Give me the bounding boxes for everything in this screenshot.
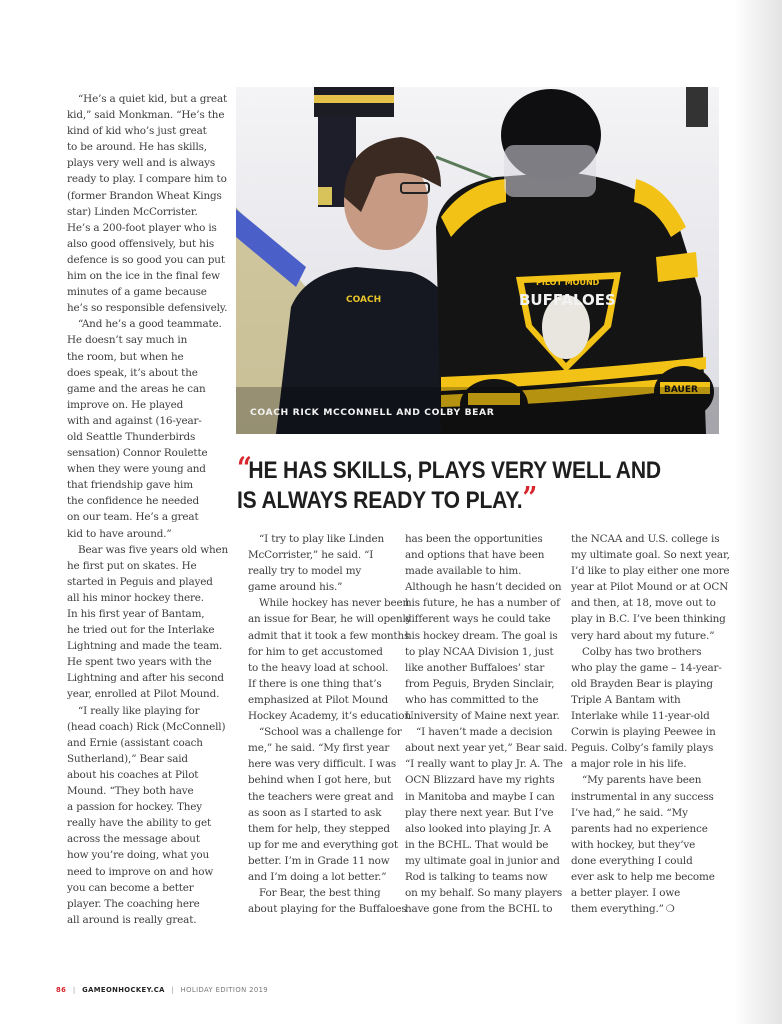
text-line: sensation) Connor Roulette — [67, 447, 208, 460]
open-quote-mark: “ — [237, 451, 249, 486]
text-line: game around his.” — [248, 581, 343, 594]
text-line: about next year yet,” Bear said. — [405, 742, 568, 755]
text-line: kid,” said Monkman. “He’s the — [67, 109, 225, 122]
text-line: player. The coaching here — [67, 897, 200, 910]
text-line: that friendship gave him — [67, 479, 193, 492]
text-line: old Brayden Bear is playing — [571, 677, 713, 690]
text-line: Bear was five years old when — [78, 543, 229, 556]
text-line: the teachers were great and — [248, 790, 394, 803]
text-line: all around is really great. — [67, 913, 197, 926]
text-line: Lightning and after his second — [67, 672, 224, 685]
text-line: about his coaches at Pilot — [67, 768, 199, 781]
text-line: my ultimate goal in junior and — [405, 854, 560, 867]
article-paragraph — [571, 644, 731, 773]
text-line: an issue for Bear, he will openly — [248, 613, 412, 626]
text-line: admit that it took a few months — [248, 629, 410, 642]
text-line: ever ask to help me become — [571, 870, 715, 883]
text-line: He doesn’t say much in — [67, 334, 188, 347]
text-line: with and against (16-year- — [67, 414, 202, 427]
article-paragraph — [248, 595, 415, 724]
article-paragraph — [67, 316, 227, 541]
article-photo — [236, 87, 719, 434]
text-line: Peguis. Colby’s family plays — [571, 742, 714, 755]
text-line: a better player. I owe — [571, 887, 681, 900]
text-line: Hockey Academy, it’s education. — [248, 710, 415, 723]
edition-label: HOLIDAY EDITION 2019 — [180, 986, 269, 994]
text-line: about playing for the Buffaloes — [248, 903, 407, 916]
article-column-2 — [248, 531, 415, 917]
text-line: Triple A Bantam with — [571, 693, 681, 706]
text-line: and options that have been — [405, 549, 545, 562]
text-line: “I really like playing for — [78, 704, 200, 717]
text-line: who has committed to the — [405, 693, 539, 706]
text-line: made available to him. — [405, 565, 522, 578]
text-line: kid to have around.” — [67, 527, 172, 540]
text-line: him on the ice in the final few — [67, 270, 220, 283]
footer-separator: | — [171, 986, 175, 994]
text-line: as soon as I started to ask — [248, 806, 382, 819]
text-line: improve on. He played — [67, 398, 184, 411]
text-line: McCorrister,” he said. “I — [248, 549, 374, 562]
text-line: in Manitoba and maybe I can — [405, 790, 555, 803]
text-line: like another Buffaloes’ star — [405, 661, 545, 674]
text-line: plays very well and is always — [67, 157, 216, 170]
text-line: If there is one thing that’s — [248, 677, 382, 690]
text-line: also good offensively, but his — [67, 237, 215, 250]
page-gutter-shadow — [734, 0, 782, 1024]
text-line: his hockey dream. The goal is — [405, 629, 558, 642]
text-line: He’s a 200-foot player who is — [67, 221, 217, 234]
photo-illustration — [236, 87, 719, 434]
text-line: he tried out for the Interlake — [67, 624, 215, 637]
text-line: to be around. He has skills, — [67, 141, 207, 154]
text-line: he’s so responsible defensively. — [67, 302, 228, 315]
text-line: Lightning and made the team. — [67, 640, 223, 653]
text-line: them for help, they stepped — [248, 822, 390, 835]
text-line: minutes of a game because — [67, 286, 207, 299]
text-line: and I’m doing a lot better.” — [248, 870, 387, 883]
svg-text:BUFFALOES: BUFFALOES — [519, 291, 616, 309]
text-line: “He’s a quiet kid, but a great — [78, 93, 228, 105]
text-line: on my behalf. So many players — [405, 887, 563, 900]
article-paragraph — [67, 91, 227, 316]
article-column-1 — [67, 91, 227, 928]
footer-separator: | — [72, 986, 76, 994]
text-line: I’d like to play either one more — [571, 565, 730, 578]
text-line: star) Linden McCorrister. — [67, 205, 198, 218]
text-line: year, enrolled at Pilot Mound. — [67, 688, 220, 701]
text-line: a major role in his life. — [571, 758, 687, 771]
text-line: For Bear, the best thing — [259, 887, 381, 900]
text-line: up for me and everything got — [248, 838, 398, 851]
text-line: me,” he said. “My first year — [248, 742, 390, 755]
text-line: (head coach) Rick (McConnell) — [67, 720, 226, 733]
text-line: Although he hasn’t decided on — [405, 581, 562, 594]
text-line: He spent two years with the — [67, 656, 212, 669]
text-line: “I try to play like Linden — [259, 533, 385, 545]
text-line: them everything.” — [571, 903, 664, 916]
article-paragraph — [67, 703, 227, 928]
end-mark-icon: ❍ — [665, 904, 675, 916]
site-name-link[interactable]: GAMEONHOCKEY.CA — [82, 986, 165, 994]
text-line: While hockey has never been — [259, 597, 410, 610]
text-line: “I really want to play Jr. A. The — [405, 758, 563, 771]
text-line: very hard about my future.” — [571, 629, 715, 642]
text-line: with hockey, but they’ve — [571, 838, 696, 851]
text-line: my ultimate goal. So next year, — [571, 549, 730, 562]
text-line: Colby has two brothers — [582, 645, 702, 658]
article-paragraph — [405, 531, 565, 724]
text-line: across the message about — [67, 833, 200, 846]
text-line: old Seattle Thunderbirds — [67, 430, 196, 443]
text-line: done everything I could — [571, 854, 693, 867]
text-line: has been the opportunities — [405, 533, 543, 545]
text-line: the confidence he needed — [67, 495, 200, 508]
text-line: (former Brandon Wheat Kings — [67, 189, 222, 202]
text-line: and Ernie (assistant coach — [67, 736, 203, 749]
text-line: instrumental in any success — [571, 790, 714, 803]
text-line: University of Maine next year. — [405, 710, 560, 723]
text-line: how you’re doing, what you — [67, 849, 210, 862]
photo-caption: COACH RICK MCCONNELL AND COLBY BEAR — [250, 407, 495, 418]
text-line: play there next year. But I’ve — [405, 806, 554, 819]
article-paragraph — [571, 772, 731, 918]
text-line: also looked into playing Jr. A — [405, 822, 552, 835]
article-paragraph — [248, 885, 407, 917]
text-line: a passion for hockey. They — [67, 801, 203, 814]
close-quote-mark: ” — [522, 480, 534, 516]
text-line: started in Peguis and played — [67, 575, 213, 588]
article-paragraph — [248, 724, 400, 885]
text-line: better. I’m in Grade 11 now — [248, 854, 390, 867]
text-line: the NCAA and U.S. college is — [571, 533, 720, 545]
text-line: on our team. He’s a great — [67, 511, 199, 524]
text-line: in the BCHL. That would be — [405, 838, 549, 851]
article-column-4 — [571, 531, 731, 918]
text-line: OCN Blizzard have my rights — [405, 774, 555, 787]
text-line: from Peguis, Bryden Sinclair, — [405, 677, 555, 690]
pull-quote-line-2: IS ALWAYS READY TO PLAY. — [237, 486, 523, 514]
text-line: need to improve on and how — [67, 865, 214, 878]
text-line: emphasized at Pilot Mound — [248, 693, 388, 706]
text-line: Rod is talking to teams now — [405, 870, 548, 883]
text-line: play in B.C. I’ve been thinking — [571, 613, 726, 626]
visor — [504, 145, 596, 197]
text-line: “My parents have been — [582, 774, 702, 787]
pull-quote-line-1: HE HAS SKILLS, PLAYS VERY WELL AND — [248, 457, 661, 484]
text-line: have gone from the BCHL to — [405, 903, 553, 916]
text-line: different ways he could take — [405, 613, 551, 626]
article-paragraph — [67, 542, 227, 703]
pull-quote — [237, 451, 727, 516]
article-paragraph — [248, 531, 400, 595]
article-paragraph — [571, 531, 731, 644]
text-line: when they were young and — [67, 463, 206, 476]
jacket-coach-text: COACH — [346, 295, 382, 305]
text-line: defence is so good you can put — [67, 253, 225, 266]
text-line: parents had no experience — [571, 822, 708, 835]
text-line: to play NCAA Division 1, just — [405, 645, 554, 658]
text-line: ready to play. I compare him to — [67, 173, 227, 186]
text-line: to the heavy load at school. — [248, 661, 389, 674]
text-line: who play the game – 14-year- — [571, 661, 722, 674]
text-line: really have the ability to get — [67, 817, 212, 830]
text-line: Corwin is playing Peewee in — [571, 726, 716, 739]
text-line: kind of kid who’s just great — [67, 125, 207, 138]
text-line: behind when I got here, but — [248, 774, 392, 787]
text-line: you can become a better — [67, 881, 194, 894]
text-line: year at Pilot Mound or at OCN — [571, 581, 729, 594]
text-line: the room, but when he — [67, 350, 184, 363]
text-line: “I haven’t made a decision — [416, 726, 553, 739]
svg-text:PILOT MOUND: PILOT MOUND — [536, 278, 600, 287]
page-number: 86 — [56, 986, 67, 994]
text-line: “School was a challenge for — [259, 726, 402, 739]
text-line: his future, he has a number of — [405, 597, 560, 610]
text-line: I’ve had,” he said. “My — [571, 806, 688, 819]
text-line: and then, at 18, move out to — [571, 597, 716, 610]
text-line: does speak, it’s about the — [67, 366, 198, 379]
text-line: In his first year of Bantam, — [67, 608, 205, 620]
article-paragraph — [405, 724, 568, 917]
article-column-3 — [405, 531, 568, 917]
text-line: all his minor hockey there. — [67, 591, 204, 604]
page-footer — [56, 986, 268, 994]
text-line: Interlake while 11-year-old — [571, 710, 710, 723]
text-line: game and the areas he can — [67, 382, 206, 395]
text-line: Mound. “They both have — [67, 785, 194, 798]
text-line: he first put on skates. He — [67, 559, 197, 572]
svg-text:BAUER: BAUER — [664, 385, 698, 395]
text-line: for him to get accustomed — [248, 645, 383, 658]
text-line: really try to model my — [248, 565, 362, 578]
text-line: here was very difficult. I was — [248, 758, 397, 771]
text-line: Sutherland),” Bear said — [67, 752, 188, 765]
text-line: “And he’s a good teammate. — [78, 318, 222, 331]
